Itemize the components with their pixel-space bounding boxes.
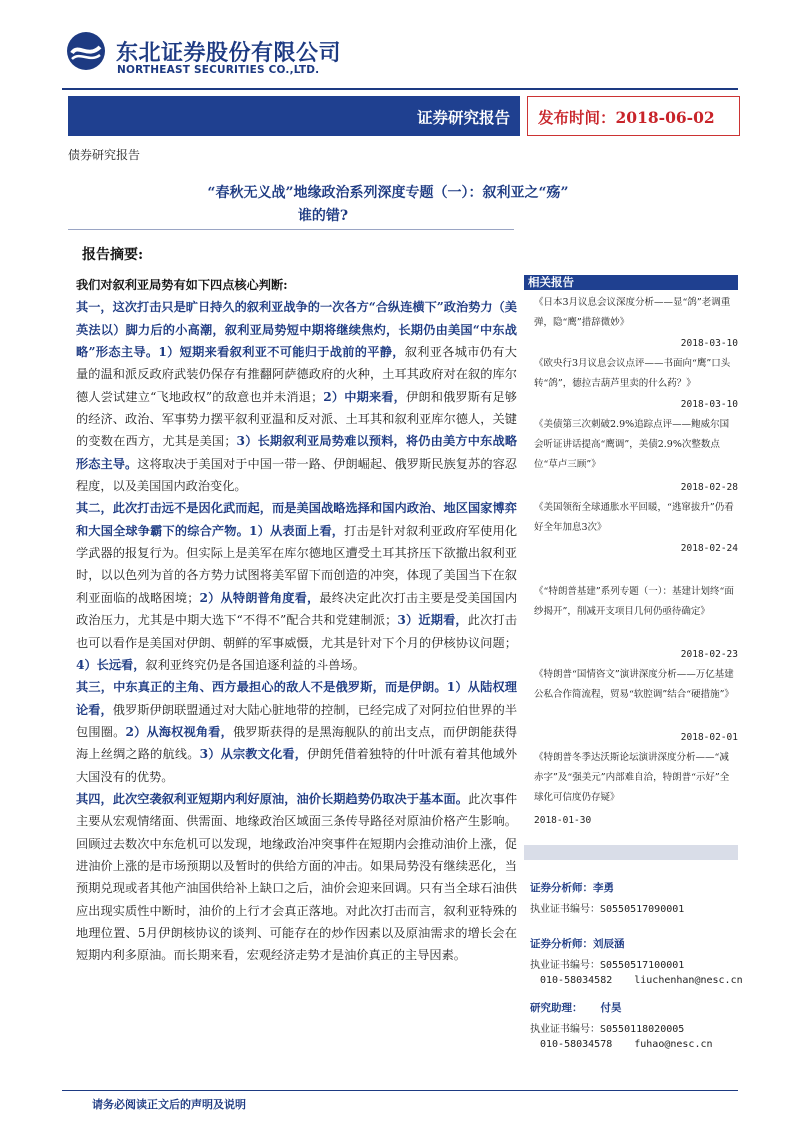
company-name-en: NORTHEAST SECURITIES CO.,LTD.: [117, 64, 320, 76]
analyst-3-contact: [540, 1039, 713, 1050]
point-two-lead: 其二，此次打击远不是因化武而起，而是美国战略选择和国内政治、地区国家博弈和大国全球争霸下的综合产物。1）从表面上看，: [76, 501, 517, 538]
company-logo-icon: [66, 31, 106, 71]
report-title-line2: 谁的错?: [297, 208, 349, 224]
abstract-body: [76, 274, 517, 967]
related-report-6[interactable]: 《特朗普“国情咨文”演讲深度分析——万亿基建公私合作简流程，贸易“软腔调”结合“硬措施”》: [534, 669, 734, 700]
analyst-2-cert-label: 执业证书编号：: [530, 960, 600, 971]
related-report-3-date: 2018-02-28: [680, 482, 738, 493]
analyst-2-cert-row: [530, 956, 684, 971]
point-one-lead: 其一，这次打击只是旷日持久的叙利亚战争的一次各方“合纵连横下”政治势力（美英法以）脚力后的小高潮，叙利亚局势短中期将继续焦灼，长期仍由美国“中东战略”形态主导。1）短期来看叙利亚不可能归于战前的平静，: [76, 300, 517, 360]
point-four-a: 此次事件主要从宏观情绪面、供需面、地缘政治区域面三条传导路径对原油价格产生影响。回顾过去数次中东危机可以发现，地缘政治冲突事件在短期内会推动油价上涨，促进油价上涨的是市场预期以及暂时的供给方面的冲击。如果局势没有继续恶化，当预期兑现或者其他产油国供给补上缺口之后，油价会迎来回调。只有当全球石油供应出现实质性中断时，油价的上行才会真正落地。对此次打击而言，叙利亚特殊的地理位置、5月伊朗核协议的谈判、可能存在的炒作因素以及原油需求的增长会在短期内利多原油。而长期来看，宏观经济走势才是油价真正的主导因素。: [76, 791, 518, 963]
related-report-7[interactable]: 《特朗普冬季达沃斯论坛演讲深度分析——“减赤字”及“强美元”内部难自洽，特朗普“示好”全球化可信度仍存疑》: [534, 752, 730, 803]
intro-text: 我们对叙利亚局势有如下四点核心判断:: [76, 278, 288, 292]
point-four: [76, 788, 517, 967]
related-report-1-date: 2018-03-10: [680, 338, 738, 349]
point-three-lead: 其三，中东真正的主角、西方最担心的敌人不是俄罗斯，而是伊朗。1）从陆权理论看，: [76, 680, 517, 717]
point-one-b: 伊朗和俄罗斯有足够的经济、政治、军事势力摆平叙利亚温和反对派、土耳其和叙利亚库尔德人，关键的变数在西方，尤其是美国；: [76, 389, 517, 449]
analyst-3: [530, 1000, 622, 1015]
analyst-2: [530, 936, 625, 951]
related-report-5-date: 2018-02-23: [680, 649, 738, 660]
analyst-1-cert-row: [530, 900, 684, 915]
footer-rule: [62, 1090, 738, 1091]
related-report-6-date: 2018-02-01: [680, 732, 738, 743]
report-category: 债券研究报告: [68, 148, 141, 162]
analyst-3-cert: S0550118020005: [600, 1024, 685, 1035]
analyst-1-cert: S0550517090001: [600, 904, 685, 915]
related-reports-title: 相关报告: [528, 275, 574, 289]
analyst-2-cert: S0550517100001: [600, 960, 685, 971]
point-three-c-lead: 3）从宗教文化看，: [199, 747, 308, 762]
point-two-d-lead: 4）长远看，: [76, 657, 146, 672]
point-one-a: 叙利亚各城市仍有大量的温和派反政府武装仍保存有推翻阿萨德政府的火种，土耳其政府对在叙的库尔德人尝试建立“飞地政权”的敌意也并未消退；: [76, 345, 517, 404]
related-report-4[interactable]: 《美国领衔全球通胀水平回暖，“逃窜拔升”仍看好全年加息3次》: [534, 502, 734, 533]
analyst-3-role: 研究助理：: [530, 1002, 583, 1014]
point-one-c-lead: 3）长期叙利亚局势难以预料，将仍由美方中东战略形态主导。: [76, 434, 518, 471]
analyst-2-role: 证券分析师：: [530, 938, 593, 950]
point-two-c: 此次打击也可以看作是美国对伊朗、朝鲜的军事威慑，尤其是针对下个月的伊核协议问题；: [76, 613, 518, 650]
point-two-d: 叙利亚终究仍是各国追逐利益的斗兽场。: [145, 657, 365, 672]
abstract-heading: 报告摘要:: [82, 247, 144, 263]
point-three: [76, 676, 517, 788]
analyst-1-role: 证券分析师：: [530, 882, 593, 894]
analyst-3-name: 付昊: [600, 1002, 622, 1014]
analyst-3-email[interactable]: fuhao@nesc.cn: [634, 1039, 713, 1050]
related-report-5[interactable]: 《“特朗普基建”系列专题（一）：基建计划终“面纱揭开”，削减开支项目几何仍亟待确定》: [534, 586, 734, 617]
analyst-2-phone: 010-58034582: [540, 975, 613, 986]
point-two-c-lead: 3）近期看，: [397, 613, 468, 628]
related-report-2[interactable]: 《欧央行3月议息会议点评——书面向“鹰”口头转“鸽”，德拉吉葫芦里卖的什么药？》: [534, 358, 731, 389]
point-two-a: 打击是针对叙利亚政府军使用化学武器的报复行为。但实际上是美军在库尔德地区遭受土耳其挤压下欲撤出叙利亚时，以以色列为首的各方势力试图将美军留下而创造的冲突，体现了美国当下在叙利亚面临的战略困境；: [76, 523, 518, 605]
report-type-label: 证券研究报告: [416, 108, 510, 127]
point-three-b: 俄罗斯获得的是黑海舰队的前出支点，而伊朗能获得海上丝绸之路的航线。: [76, 724, 518, 762]
title-divider: [68, 229, 514, 230]
point-two-b: 最终决定此次打击主要是受美国国内政治压力，尤其是中期大选下“不得不”配合共和党建制派；: [76, 590, 518, 628]
point-one-c: 这将取决于美国对于中国一带一路、伊朗崛起、俄罗斯民族复苏的容忍程度，以及美国国内政治变化。: [76, 456, 518, 494]
related-report-3[interactable]: 《美债第三次刺破2.9%追踪点评——鲍威尔国会听证讲话提高“鹰调”，美债2.9%次整数点位“草卢三顾”》: [534, 419, 730, 470]
analyst-2-email[interactable]: liuchenhan@nesc.cn: [634, 975, 743, 986]
point-three-a: 俄罗斯伊朗联盟通过对大陆心脏地带的控制，已经完成了对阿拉伯世界的半包围圈。: [76, 702, 518, 739]
analyst-1: [530, 880, 614, 895]
related-report-4-date: 2018-02-24: [680, 543, 738, 554]
report-title-line1: “春秋无义战”地缘政治系列深度专题（一）：叙利亚之“殇”: [207, 185, 569, 201]
point-one: [76, 296, 517, 497]
company-name-cn: 东北证券股份有限公司: [116, 41, 342, 66]
analyst-1-name: 李勇: [593, 882, 614, 894]
related-report-7-date: 2018-01-30: [534, 815, 592, 826]
analyst-1-cert-label: 执业证书编号：: [530, 904, 600, 915]
analyst-3-phone: 010-58034578: [540, 1039, 613, 1050]
point-two: [76, 497, 517, 676]
footer-disclaimer: 请务必阅读正文后的声明及说明: [92, 1098, 246, 1111]
publish-date: 发布时间：2018-06-02: [538, 108, 715, 127]
point-one-b-lead: 2）中期来看，: [323, 389, 407, 404]
point-two-b-lead: 2）从特朗普角度看，: [199, 590, 320, 605]
analyst-2-name: 刘辰涵: [593, 938, 625, 950]
analyst-3-cert-label: 执业证书编号：: [530, 1024, 600, 1035]
header-rule: [62, 88, 738, 90]
related-report-2-date: 2018-03-10: [680, 399, 738, 410]
point-four-lead: 其四，此次空袭叙利亚短期内利好原油，油价长期趋势仍取决于基本面。: [76, 791, 469, 806]
point-three-b-lead: 2）从海权视角看，: [125, 724, 233, 739]
analyst-2-contact: [540, 975, 743, 986]
intro-paragraph: [76, 274, 517, 296]
analyst-3-cert-row: [530, 1020, 684, 1035]
point-three-c: 伊朗凭借着独特的什叶派有着其他域外大国没有的优势。: [76, 747, 518, 784]
related-report-1[interactable]: 《日本3月议息会议深度分析——显“鸽”老调重弹，隐“鹰”措辞微妙》: [534, 297, 731, 328]
analysts-header-bar: [524, 845, 738, 860]
